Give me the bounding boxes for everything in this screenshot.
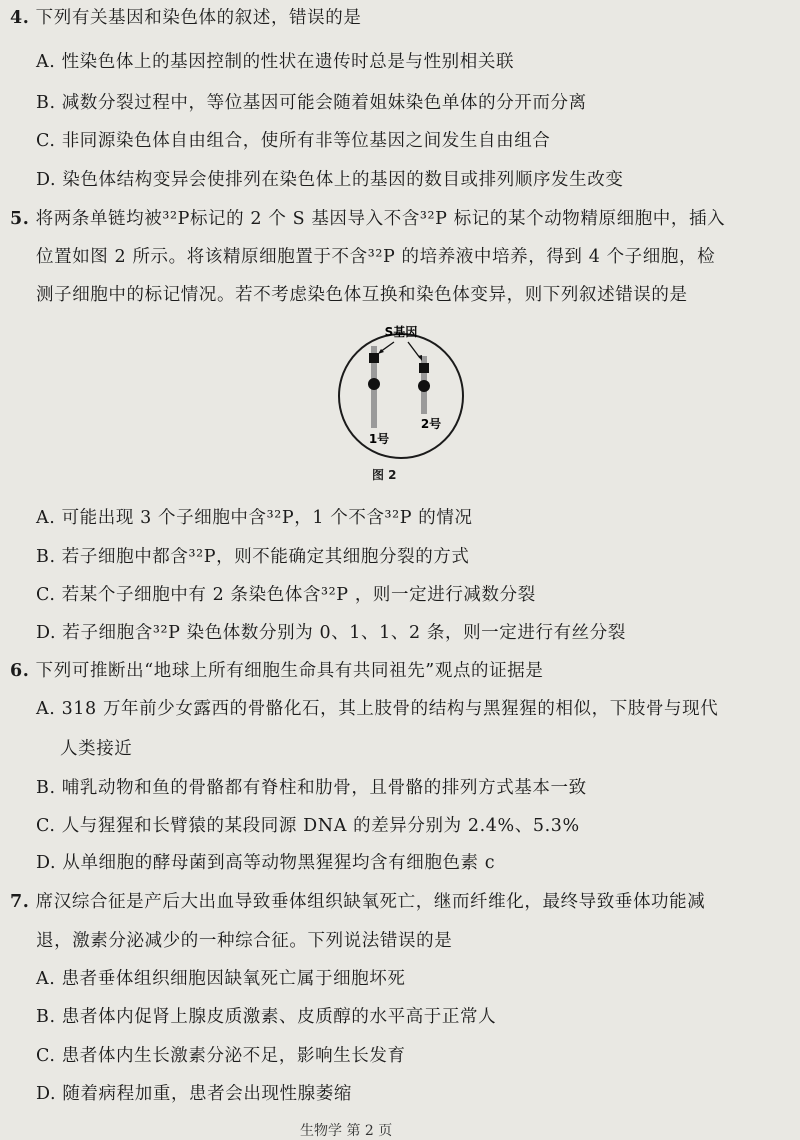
- option-d: D. 若子细胞含³²P 染色体数分别为 0、1、1、2 条，则一定进行有丝分裂: [36, 623, 626, 643]
- chromosome-diagram: [336, 318, 466, 488]
- option-a: A. 性染色体上的基因控制的性状在遗传时总是与性别相关联: [36, 52, 515, 72]
- cell-outline: [339, 334, 463, 458]
- question-number: 5.: [10, 209, 30, 229]
- option-a-continuation: 人类接近: [60, 739, 133, 759]
- option-a: A. 患者垂体组织细胞因缺氧死亡属于细胞坏死: [36, 969, 406, 989]
- question-5-stem-line-3: 测子细胞中的标记情况。若不考虑染色体互换和染色体变异，则下列叙述错误的是: [36, 285, 688, 305]
- option-a: A. 可能出现 3 个子细胞中含³²P，1 个不含³²P 的情况: [36, 508, 473, 528]
- centromere-1: [368, 378, 380, 390]
- page-footer: 生物学 第 2 页: [300, 1123, 393, 1139]
- figure-caption: 图 2: [372, 468, 397, 482]
- option-d: D. 随着病程加重，患者会出现性腺萎缩: [36, 1084, 352, 1104]
- question-7-stem-line-1: 7. 席汉综合征是产后大出血导致垂体组织缺氧死亡，继而纤维化，最终导致垂体功能减: [10, 892, 706, 912]
- option-b: B. 哺乳动物和鱼的骨骼都有脊柱和肋骨，且骨骼的排列方式基本一致: [36, 778, 587, 798]
- centromere-2: [418, 380, 430, 392]
- s-gene-marker-1: [369, 353, 379, 363]
- option-d: D. 染色体结构变异会使排列在染色体上的基因的数目或排列顺序发生改变: [36, 170, 624, 190]
- question-4-stem: 4. 下列有关基因和染色体的叙述，错误的是: [10, 8, 362, 28]
- question-number: 7.: [10, 892, 30, 912]
- option-b: B. 减数分裂过程中，等位基因可能会随着姐妹染色单体的分开而分离: [36, 93, 587, 113]
- question-7-stem-line-2: 退，激素分泌减少的一种综合征。下列说法错误的是: [36, 931, 453, 951]
- question-6-stem: 6. 下列可推断出“地球上所有细胞生命具有共同祖先”观点的证据是: [10, 661, 544, 681]
- chromosome-2-label: 2号: [420, 417, 442, 431]
- question-number: 6.: [10, 661, 30, 681]
- question-number: 4.: [10, 8, 30, 28]
- option-c: C. 人与猩猩和长臂猿的某段同源 DNA 的差异分别为 2.4%、5.3%: [36, 816, 580, 836]
- question-5-stem-line-1: 5. 将两条单链均被³²P标记的 2 个 S 基因导入不含³²P 标记的某个动物精原细胞中，插入: [10, 209, 726, 229]
- option-c: C. 非同源染色体自由组合，使所有非等位基因之间发生自由组合: [36, 131, 551, 151]
- option-a: A. 318 万年前少女露西的骨骼化石，其上肢骨的结构与黑猩猩的相似，下肢骨与现代: [36, 699, 719, 719]
- option-d: D. 从单细胞的酵母菌到高等动物黑猩猩均含有细胞色素 c: [36, 853, 496, 873]
- option-c: C. 患者体内生长激素分泌不足，影响生长发育: [36, 1046, 406, 1066]
- s-gene-label: S基因: [384, 325, 418, 339]
- chromosome-1-label: 1号: [368, 432, 390, 446]
- option-b: B. 若子细胞中都含³²P，则不能确定其细胞分裂的方式: [36, 547, 470, 567]
- option-b: B. 患者体内促肾上腺皮质激素、皮质醇的水平高于正常人: [36, 1007, 497, 1027]
- option-c: C. 若某个子细胞中有 2 条染色体含³²P ，则一定进行减数分裂: [36, 585, 536, 605]
- s-gene-marker-2: [419, 363, 429, 373]
- question-5-stem-line-2: 位置如图 2 所示。将该精原细胞置于不含³²P 的培养液中培养，得到 4 个子细胞，检: [36, 247, 716, 267]
